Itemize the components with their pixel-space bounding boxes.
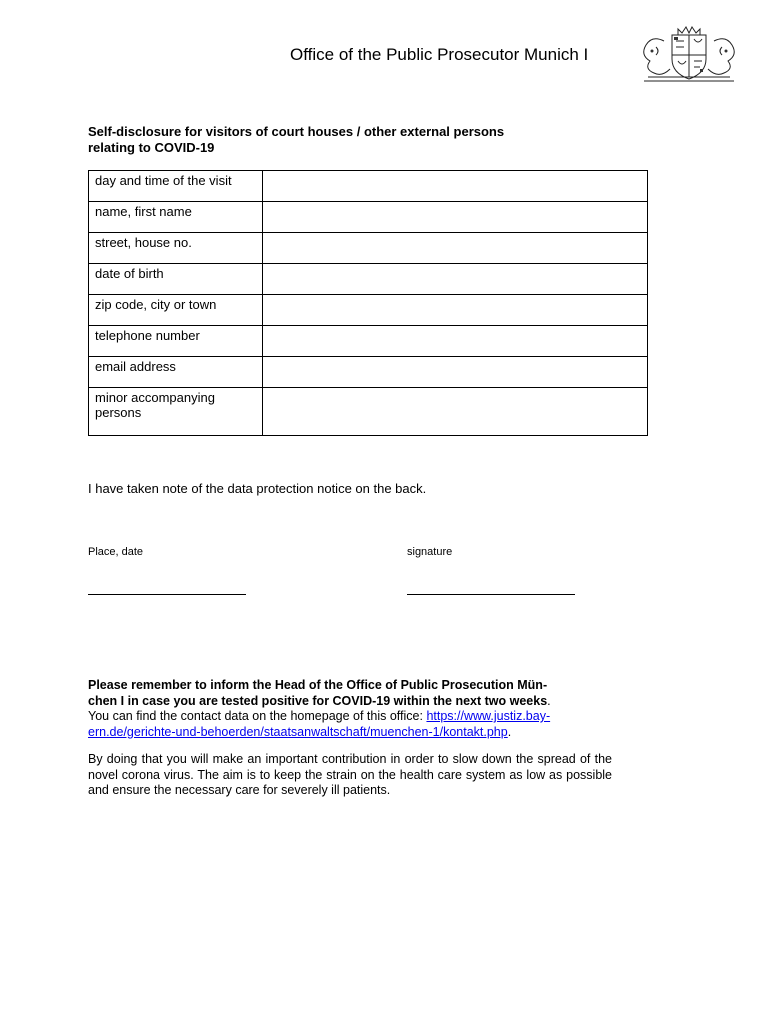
field-label: name, first name — [95, 204, 192, 219]
minor-persons-label-line-1: minor accompanying — [95, 390, 215, 405]
minor-persons-field[interactable] — [263, 388, 648, 436]
email-field[interactable] — [263, 357, 648, 388]
field-label: day and time of the visit — [95, 173, 232, 188]
form-row — [89, 171, 648, 202]
contact-link-end: . — [507, 724, 512, 739]
signature-line[interactable] — [407, 594, 575, 595]
place-date-label: Place, date — [88, 546, 144, 558]
coat-of-arms-emblem — [634, 25, 744, 83]
minor-persons-label-line-2: persons — [95, 405, 142, 420]
date-of-birth-field[interactable] — [263, 264, 648, 295]
field-label: telephone number — [95, 328, 200, 343]
name-field[interactable] — [263, 202, 648, 233]
form-row — [89, 202, 648, 233]
visit-datetime-field[interactable] — [263, 171, 648, 202]
contact-text: You can find the contact data on the homepage of this office: — [88, 709, 427, 723]
zip-city-field[interactable] — [263, 295, 648, 326]
field-label: email address — [95, 359, 176, 374]
form-row — [89, 388, 648, 436]
field-label: street, house no. — [95, 235, 192, 250]
form-heading-line-2: relating to COVID-19 — [88, 140, 215, 155]
telephone-field[interactable] — [263, 326, 648, 357]
contact-link-part-1[interactable]: https://www.justiz.bay- — [426, 709, 551, 723]
reminder-section — [88, 678, 612, 799]
reminder-bold-line-2: chen I in case you are tested positive for COVID-19 within the next two weeks — [88, 693, 548, 708]
signature-label: signature — [407, 546, 453, 558]
reminder-paragraph — [88, 678, 612, 740]
reminder-bold-line-1: Please remember to inform the Head of the Office of Public Prosecution Mün- — [88, 678, 548, 692]
contact-link-part-2[interactable]: ern.de/gerichte-und-behoerden/staatsanwaltschaft/muenchen-1/kontakt.php — [88, 724, 508, 739]
place-date-line[interactable] — [88, 594, 246, 595]
street-field[interactable] — [263, 233, 648, 264]
contribution-paragraph: By doing that you will make an important contribution in order to slow down the spread of the novel corona virus. The aim is to keep the strain on the health care system as low as possible and ensure the necessary care for severely ill patients. — [88, 752, 612, 797]
form-row — [89, 295, 648, 326]
form-row — [89, 326, 648, 357]
form-row — [89, 264, 648, 295]
form-row — [89, 233, 648, 264]
data-protection-notice: I have taken note of the data protection notice on the back. — [88, 481, 427, 496]
field-label: date of birth — [95, 266, 164, 281]
visitor-form-table — [88, 170, 648, 436]
office-title: Office of the Public Prosecutor Munich I — [290, 45, 589, 64]
form-heading-line-1: Self-disclosure for visitors of court houses / other external persons — [88, 124, 505, 139]
form-row — [89, 357, 648, 388]
reminder-bold-end: . — [547, 693, 551, 708]
form-heading — [88, 124, 504, 156]
field-label: zip code, city or town — [95, 297, 217, 312]
